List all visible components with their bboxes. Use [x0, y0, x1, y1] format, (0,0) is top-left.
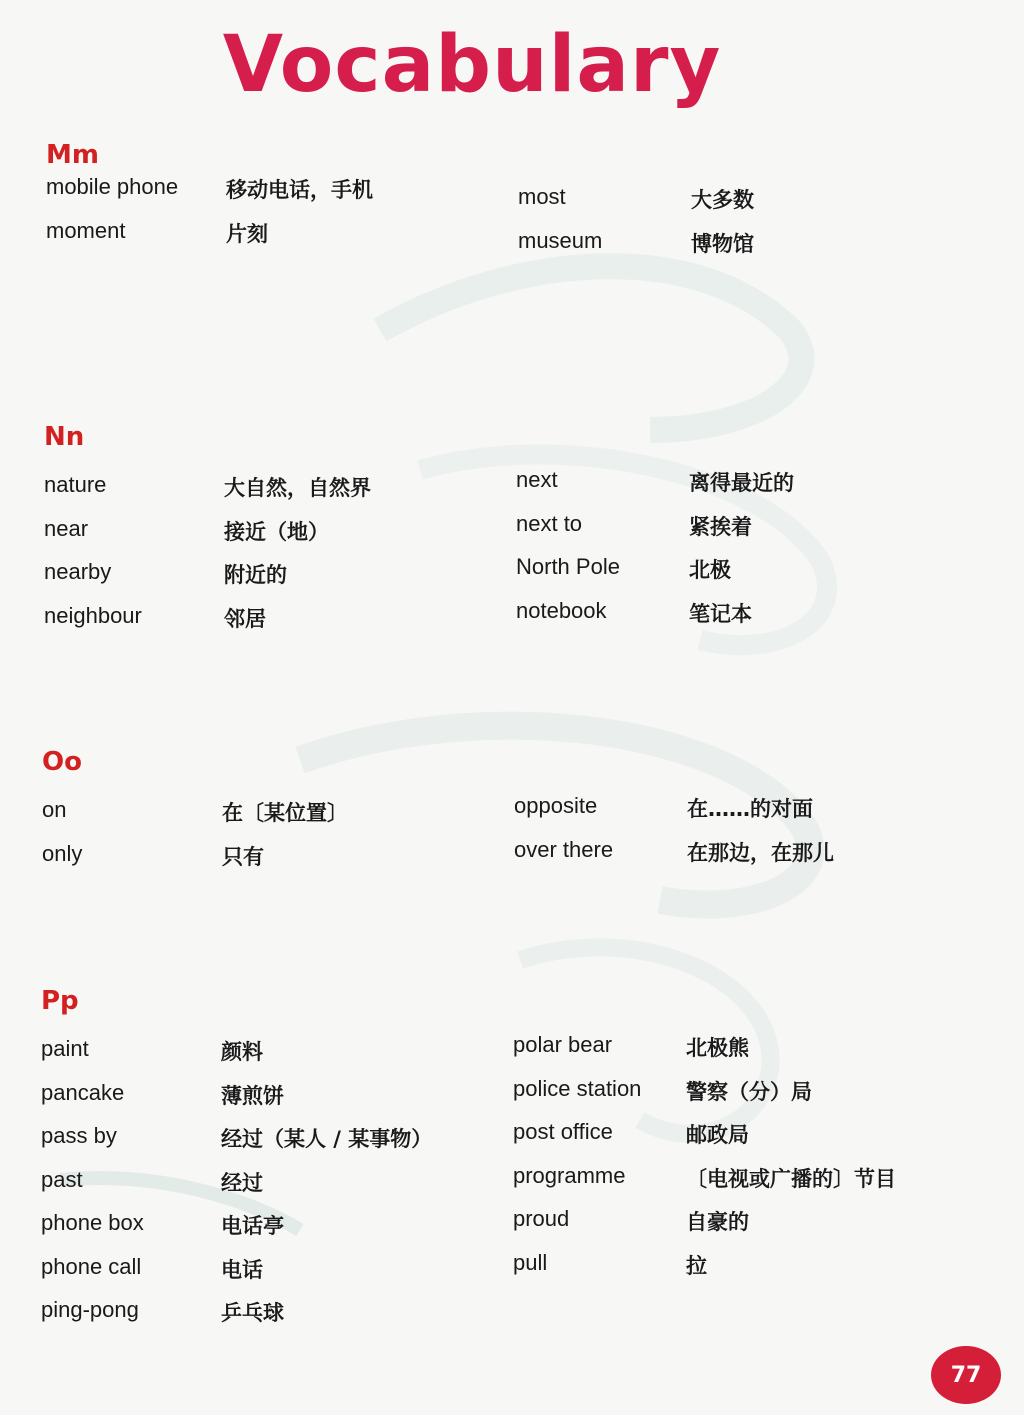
- vocab-meaning: 紧挨着: [689, 514, 752, 539]
- vocab-word: neighbour: [44, 602, 142, 628]
- vocab-meaning: 北极熊: [686, 1036, 749, 1060]
- vocab-word: most: [518, 184, 566, 209]
- vocab-meaning: 乒乓球: [221, 1301, 284, 1325]
- vocab-meaning: 颜料: [221, 1040, 263, 1064]
- vocab-word: proud: [513, 1206, 570, 1231]
- vocab-meaning: 在……的对面: [687, 797, 813, 821]
- vocab-meaning: 附近的: [224, 563, 287, 587]
- vocab-word: polar bear: [513, 1032, 613, 1057]
- vocab-meaning: 博物馆: [691, 231, 754, 256]
- vocab-meaning: 电话: [221, 1257, 263, 1282]
- vocab-word: pancake: [41, 1079, 125, 1105]
- vocab-word: only: [42, 840, 83, 866]
- vocab-word: North Pole: [516, 554, 620, 579]
- vocab-word: nature: [44, 472, 107, 497]
- vocab-word: pass by: [41, 1123, 117, 1148]
- vocab-word: mobile phone: [46, 174, 179, 199]
- vocab-word: police station: [513, 1075, 642, 1101]
- vocab-meaning: 邻居: [224, 606, 266, 631]
- vocab-meaning: 大多数: [691, 188, 754, 212]
- vocab-word: phone box: [41, 1210, 144, 1235]
- vocab-meaning: 电话亭: [221, 1214, 284, 1238]
- page-number-badge: 77: [931, 1346, 1001, 1404]
- vocab-meaning: 移动电话，手机: [226, 178, 373, 202]
- vocab-word: notebook: [516, 597, 607, 623]
- vocab-meaning: 经过（某人 / 某事物）: [221, 1127, 433, 1151]
- vocab-meaning: 片刻: [226, 221, 268, 246]
- vocab-word: opposite: [514, 793, 598, 818]
- vocab-meaning: 自豪的: [686, 1210, 749, 1234]
- vocab-meaning: 在〔某位置〕: [222, 801, 348, 825]
- vocab-word: programme: [513, 1162, 626, 1188]
- section-letter: Mm: [46, 140, 99, 170]
- vocab-meaning: 邮政局: [686, 1123, 749, 1147]
- vocab-word: ping-pong: [41, 1297, 139, 1322]
- vocab-word: over there: [514, 836, 614, 862]
- vocab-meaning: 只有: [222, 844, 264, 869]
- vocab-meaning: 〔电视或广播的〕节目: [686, 1166, 896, 1191]
- vocab-word: pull: [513, 1249, 548, 1275]
- page-title: Vocabulary: [222, 20, 722, 110]
- vocab-word: phone call: [41, 1253, 142, 1279]
- section-letter: Pp: [41, 986, 79, 1016]
- vocab-meaning: 离得最近的: [689, 471, 794, 495]
- vocab-word: past: [41, 1166, 83, 1192]
- vocab-word: post office: [513, 1119, 613, 1144]
- vocab-word: next: [516, 467, 558, 492]
- vocab-meaning: 警察（分）局: [686, 1079, 812, 1104]
- vocab-word: museum: [518, 227, 603, 253]
- section-letter: Oo: [42, 747, 82, 777]
- vocab-word: near: [44, 515, 89, 541]
- vocab-meaning: 笔记本: [689, 601, 752, 626]
- vocab-meaning: 薄煎饼: [221, 1083, 284, 1108]
- vocab-meaning: 接近（地）: [224, 519, 329, 544]
- vocab-word: moment: [46, 217, 126, 243]
- vocab-meaning: 在那边，在那儿: [687, 840, 834, 865]
- vocab-meaning: 经过: [221, 1170, 263, 1195]
- vocab-meaning: 北极: [689, 558, 731, 582]
- vocab-word: nearby: [44, 559, 112, 584]
- vocab-meaning: 拉: [686, 1253, 707, 1278]
- vocab-word: next to: [516, 510, 583, 536]
- vocab-word: on: [42, 797, 67, 822]
- section-letter: Nn: [44, 422, 85, 452]
- vocab-word: paint: [41, 1036, 89, 1061]
- vocab-meaning: 大自然，自然界: [224, 476, 371, 500]
